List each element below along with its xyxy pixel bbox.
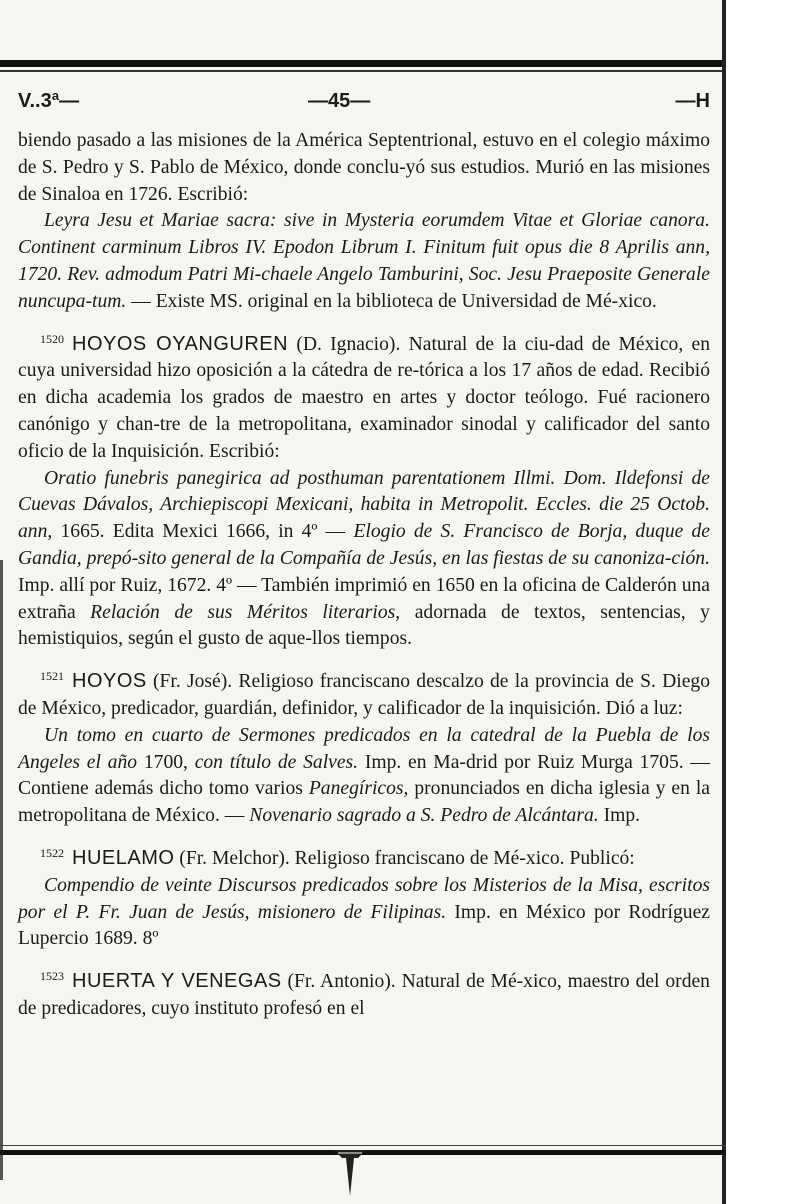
header-letter: —H [675,90,710,112]
work-title: Oratio funebris panegirica ad posthuman parentationem Illmi. Dom. Ildefonsi de Cuevas Dávalos, Archiepiscopi Mexicani, habita in Metropolit. Eccles. die 25 Octob. ann, [18,467,710,543]
entry-works [18,466,710,654]
entry-paragraph [18,963,710,1023]
top-rule [0,60,728,67]
entry-description: (Fr. Melchor). Religioso franciscano de Mé-xico. Publicó: [174,847,635,869]
work-title: Elogio de S. Francisco de Borja, duque de Gandia, prepó-sito general de la Compañía de Jesús, en las fiestas de su canoniza-ción. [18,521,710,569]
entry-description: (Fr. José). Religioso franciscano descalzo de la provincia de S. Diego de México, predicador, guardián, definidor, y calificador de la inquisición. Dió a luz: [18,671,710,719]
entry-number: 1523 [40,969,64,984]
page-number: —45— [308,90,371,112]
entry-name: HUELAMO [72,846,175,869]
running-header [18,90,710,120]
continuation-work [18,208,710,315]
entry-paragraph [18,326,710,466]
entry-paragraph [18,663,710,723]
work-title: Panegíricos, [308,778,409,800]
work-text: Imp. en Ma-drid por Ruiz Murga 1705. — Contiene además dicho tomo varios [18,751,710,800]
entries-list [18,326,710,1023]
left-border [0,560,3,1180]
work-title: Compendio de veinte Discursos predicados sobre los Misterios de la Misa, escritos por el P. Fr. Juan de Jesús, misionero de Filipinas. [18,874,710,923]
header-volume: V..3ª— [18,90,80,112]
top-rule-thin [0,70,728,72]
work-title: Novenario sagrado a S. Pedro de Alcántara. [249,805,599,827]
right-margin [726,0,800,1204]
entry-works [18,723,710,830]
bottom-rule-thin [0,1145,728,1146]
entry-paragraph [18,840,710,873]
work-title: Un tomo en cuarto de Sermones predicados en la catedral de la Puebla de los Angeles el año [18,724,710,773]
body-text [18,128,710,1023]
work-text: Imp. en México por Rodríguez Lupercio 1689. 8º [18,901,710,950]
work-text: Imp. allí por Ruiz, 1672. 4º — También imprimió en 1650 en la oficina de Calderón una extraña [18,574,710,623]
entry-number: 1520 [40,331,64,346]
entry-works [18,873,710,953]
work-title: Relación de sus Méritos literarios, [90,601,401,623]
entry-number: 1522 [40,845,64,860]
work-text: 1700, [143,751,195,773]
work-note: — Existe MS. original en la biblioteca de Universidad de Mé-xico. [126,290,657,312]
work-text: adornada de textos, sentencias, y hemistiquios, según el gusto de aque-llos tiempos. [18,601,710,650]
work-text: Imp. [598,805,641,827]
entry-number: 1521 [40,669,64,684]
entry-name: HUERTA Y VENEGAS [72,970,282,993]
work-text: 1665. Edita Mexici 1666, in 4º — [60,521,354,543]
entry-description: (Fr. Antonio). Natural de Mé-xico, maestro del orden de predicadores, cuyo instituto profesó en el [18,971,710,1019]
entry-name: HOYOS [72,670,147,693]
work-title: Leyra Jesu et Mariae sacra: sive in Mysteria eorumdem Vitae et Gloriae canora. Continent carminum Libros IV. Epodon Librum I. Finitum fuit opus die 8 Aprilis ann, 1720. Rev. admodum Patri Mi-chaele Angelo Tamburini, Soc. Jesu Praeposite Generale nuncupa-tum. [18,210,710,312]
entry-name: HOYOS OYANGUREN [72,332,289,355]
work-title: con título de Salves. [194,751,359,773]
continuation-text: biendo pasado a las misiones de la América Septentrional, estuvo en el colegio máximo de S. Pedro y S. Pablo de México, donde conclu-yó sus estudios. Murió en las misiones de Sinaloa en 1726. Escribió: [18,130,710,205]
work-text: pronunciados en dicha iglesia y en la metropolitana de México. — [18,778,710,827]
ornament-icon [332,1148,368,1198]
continuation-paragraph [18,128,710,208]
entry-description: (D. Ignacio). Natural de la ciu-dad de México, en cuya universidad hizo oposición a la cátedra de re-tórica a los 17 años de edad. Recibió en dicha academia los grados de maestro en artes y doctor teólogo. Fué racionero canónigo y chan-tre de la metropolitana, examinador sinodal y calificador del santo oficio de la Inquisición. Escribió: [18,333,710,462]
